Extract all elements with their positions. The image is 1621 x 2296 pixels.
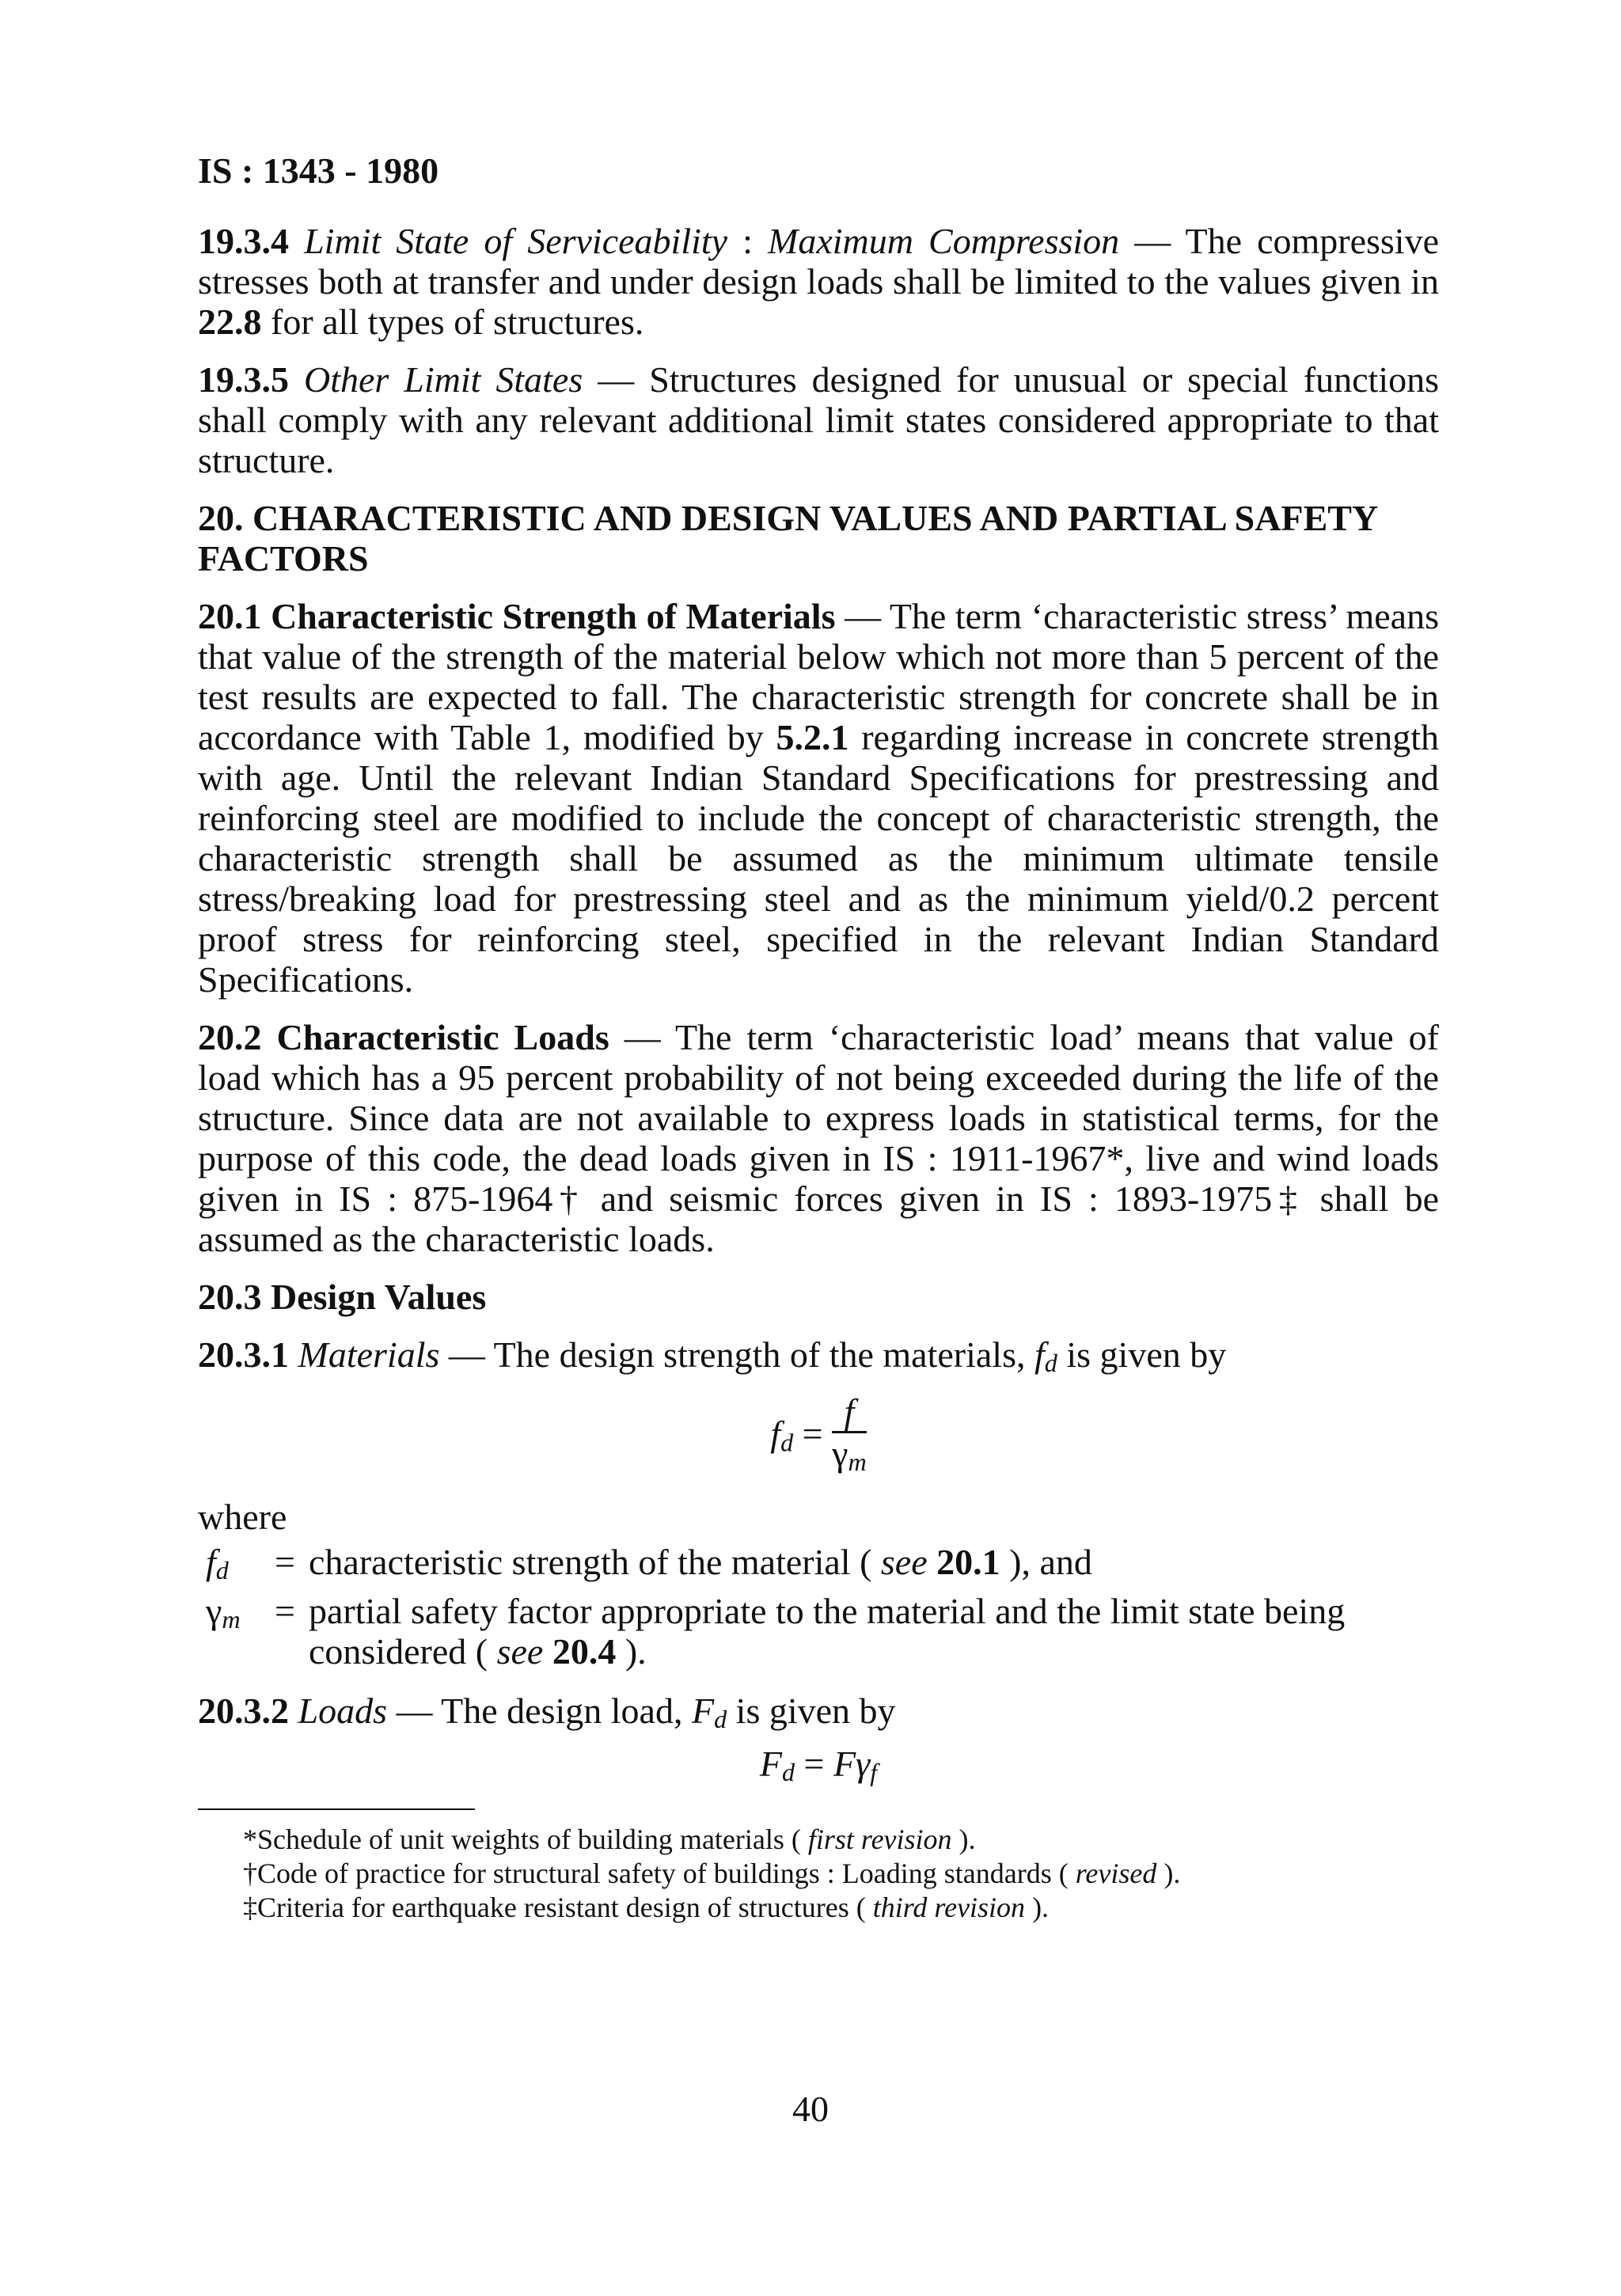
em-dash: —	[1119, 221, 1186, 261]
clause-19-3-4	[198, 221, 1439, 342]
see-label: see	[496, 1631, 544, 1672]
clause-title: Loads	[298, 1691, 387, 1732]
eq-lhs-sub: d	[781, 1757, 795, 1786]
clause-heading: 20.2 Characteristic Loads	[198, 1017, 609, 1057]
symbol-sub: d	[215, 1556, 229, 1585]
clause-text: The design load,	[441, 1691, 692, 1732]
definition-row	[198, 1591, 1439, 1672]
def-text: characteristic strength of the material (	[309, 1542, 881, 1583]
clause-subtitle: Maximum Compression	[768, 221, 1120, 261]
eq-lhs: F	[759, 1743, 782, 1784]
definition-symbol	[198, 1591, 261, 1672]
footnote-emphasis: revised	[1075, 1857, 1157, 1889]
math-subscript: d	[1044, 1349, 1057, 1378]
clause-reference: 5.2.1	[776, 717, 849, 757]
clause-text: The term ‘characteristic stress’ means that value of the strength of the material below which not more than 5 percent of the test results are expected to fall. The characteristic strength for concrete shall be in accordance with Table 1, modified by	[198, 596, 1440, 757]
clause-20-3-1	[198, 1334, 1439, 1383]
clause-text: regarding increase in concrete strength with age. Until the relevant Indian Standard Specifications for prestressing and reinforcing steel are modified to include the concept of characteristic strength, the characteristic strength shall be assumed as the minimum ultimate tensile stress/breaking load for prestressing steel and as the minimum yield/0.2 percent proof stress for reinforcing steel, specified in the relevant Indian Standard Specifications.	[198, 717, 1439, 1000]
eq-denominator	[832, 1433, 867, 1482]
eq-equals: =	[795, 1743, 833, 1784]
clause-number: 19.3.4	[198, 221, 289, 261]
eq-den-sub: m	[848, 1448, 867, 1477]
def-reference: 20.1	[927, 1542, 1000, 1583]
em-dash: —	[583, 359, 650, 400]
math-symbol: f	[1034, 1334, 1045, 1375]
em-dash: —	[439, 1334, 494, 1375]
equation-design-load	[198, 1744, 1439, 1793]
em-dash: —	[835, 596, 890, 636]
def-text-end: ).	[616, 1631, 647, 1672]
def-reference: 20.4	[543, 1631, 617, 1672]
footnote-rule	[198, 1808, 475, 1810]
em-dash: —	[386, 1691, 442, 1732]
clause-text: is given by	[727, 1691, 896, 1732]
clause-20-1	[198, 596, 1439, 1000]
eq-equals: =	[793, 1414, 833, 1455]
symbol: γ	[206, 1591, 222, 1632]
eq-fraction	[832, 1393, 867, 1482]
footnote-text: †Code of practice for structural safety of buildings : Loading standards (	[243, 1857, 1076, 1889]
page-content	[198, 150, 1439, 1925]
math-symbol: F	[691, 1691, 715, 1732]
clause-text: The term ‘characteristic load’ means that value of load which has a 95 percent probability of not being exceeded during the life of the structure. Since data are not available to express loads in statistical terms, for the purpose of this code, the dead loads given in IS : 1911-1967*, live and wind loads given in IS : 875-1964† and seismic forces given in IS : 1893-1975‡ shall be assumed as the characteristic loads.	[198, 1017, 1439, 1259]
clause-number: 20.3.1	[198, 1334, 289, 1375]
clause-19-3-5	[198, 359, 1439, 480]
clause-reference: 22.8	[198, 302, 262, 342]
clause-20-2	[198, 1017, 1439, 1259]
footnote-emphasis: first revision	[807, 1823, 952, 1855]
definition-equals: =	[275, 1542, 295, 1583]
eq-gamma: γ	[832, 1433, 848, 1474]
definition-text	[309, 1542, 1439, 1591]
clause-text: The design strength of the materials,	[493, 1334, 1034, 1375]
eq-lhs-sub: d	[780, 1428, 794, 1457]
definitions-list	[198, 1542, 1439, 1672]
see-label: see	[880, 1542, 928, 1583]
clause-20-3-heading: 20.3 Design Values	[198, 1277, 487, 1317]
footnote-emphasis: third revision	[872, 1891, 1026, 1923]
clause-text: is given by	[1057, 1334, 1227, 1375]
eq-rhs: Fγ	[833, 1743, 871, 1784]
clause-heading: 20.1 Characteristic Strength of Materials	[198, 596, 836, 636]
math-subscript: d	[714, 1705, 727, 1734]
clause-title: Materials	[298, 1334, 440, 1375]
page-number: 40	[792, 2089, 829, 2129]
def-text-end: ), and	[1000, 1542, 1092, 1583]
eq-lhs: f	[770, 1414, 781, 1455]
separator: :	[727, 221, 769, 261]
equation-design-strength	[198, 1393, 1439, 1482]
clause-text: for all types of structures.	[261, 302, 644, 342]
definition-row	[198, 1542, 1439, 1591]
eq-rhs-sub: f	[870, 1757, 878, 1786]
clause-text: Structures designed for unusual or special functions shall comply with any relevant additional limit states considered appropriate to that structure.	[198, 359, 1439, 480]
where-label: where	[198, 1497, 287, 1538]
clause-text: The compressive stresses both at transfer and under design loads shall be limited to the values given in	[198, 221, 1440, 302]
footnote-text: ‡Criteria for earthquake resistant design of structures (	[243, 1891, 873, 1923]
section-20-heading: 20. CHARACTERISTIC AND DESIGN VALUES AND PARTIAL SAFETY FACTORS	[198, 498, 1377, 579]
clause-number: 20.3.2	[198, 1691, 289, 1732]
clause-title: Limit State of Serviceability	[304, 221, 728, 261]
footnote-end: ).	[1156, 1857, 1181, 1889]
footnote-end: ).	[1025, 1891, 1050, 1923]
footnote	[198, 1857, 1439, 1891]
footnote-end: ).	[951, 1823, 976, 1855]
symbol: f	[206, 1542, 216, 1583]
footnote	[198, 1891, 1439, 1925]
em-dash: —	[609, 1017, 675, 1057]
clause-20-3-2	[198, 1691, 1439, 1740]
def-text: partial safety factor appropriate to the material and the limit state being considered (	[309, 1591, 1346, 1672]
footnote	[198, 1823, 1439, 1857]
clause-number: 19.3.5	[198, 359, 289, 400]
clause-title: Other Limit States	[303, 359, 583, 400]
definition-symbol	[198, 1542, 261, 1591]
standard-header: IS : 1343 - 1980	[198, 150, 439, 191]
definition-equals: =	[275, 1591, 295, 1632]
eq-numerator: f	[832, 1393, 867, 1433]
footnote-text: *Schedule of unit weights of building materials (	[243, 1823, 808, 1855]
definition-text	[309, 1591, 1439, 1672]
symbol-sub: m	[222, 1605, 241, 1634]
